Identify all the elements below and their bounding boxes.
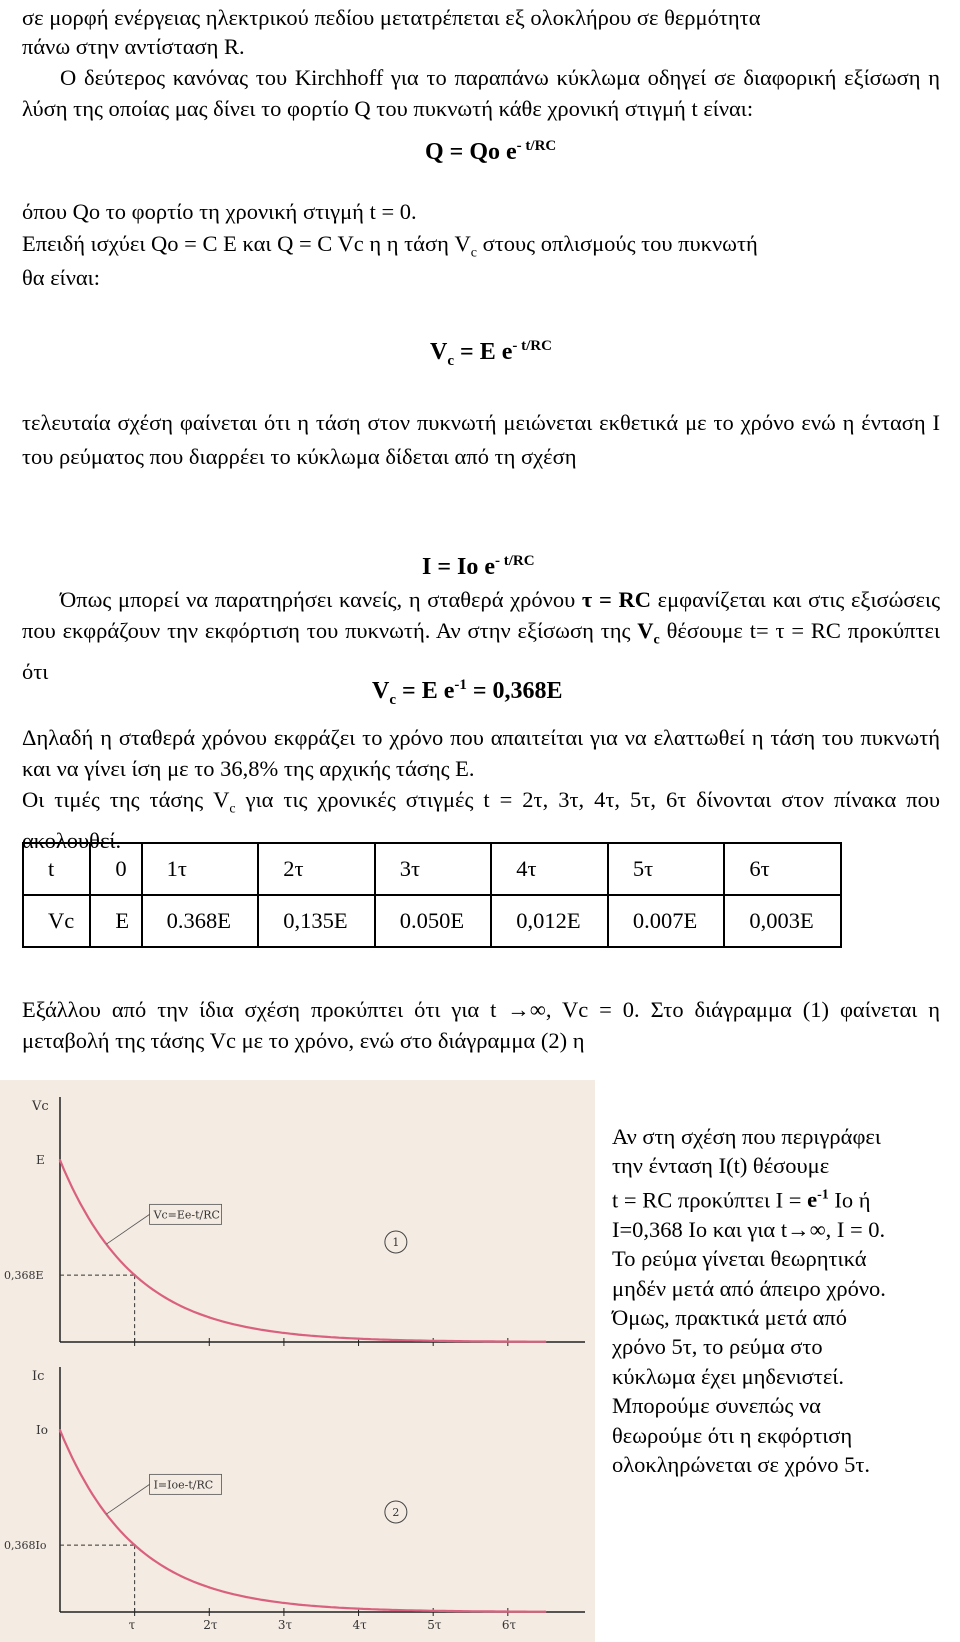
text-line: Όμως, πρακτικά μετά από <box>612 1304 848 1330</box>
text-line: Το ρεύμα γίνεται θεωρητικά <box>612 1246 867 1272</box>
text-line: μηδέν μετά από άπειρο χρόνο. <box>612 1275 886 1301</box>
table-cell: 0,135E <box>258 895 375 947</box>
text-span: στους οπλισμούς του πυκνωτή <box>476 231 758 256</box>
table-cell: E <box>90 895 141 947</box>
start-value-label: Io <box>36 1423 48 1438</box>
table-cell: 3τ <box>375 843 492 895</box>
data-point <box>208 1316 210 1318</box>
data-point <box>283 1602 285 1604</box>
equation-tail: = 0,368E <box>466 678 563 704</box>
equation-charge <box>425 138 556 166</box>
data-point <box>357 1608 359 1610</box>
text-span: V <box>637 618 654 643</box>
equation-exponent: - t/RC <box>516 138 557 154</box>
equation-voltage <box>430 338 552 370</box>
y-axis-label: Vc <box>32 1099 49 1114</box>
paragraph-decay: τελευταία σχέση φαίνεται ότι η τάση στον πυκνωτή μειώνεται εκθετικά με το χρόνο ενώ η ένταση I του ρεύματος που διαρρέει το κύκλωμα δίδεται από τη σχέση <box>22 410 940 469</box>
formula-label: I=Ioe-t/RC <box>153 1478 214 1492</box>
formula-pointer <box>106 1214 149 1244</box>
text-line: χρόνο 5τ, το ρεύμα στο <box>612 1334 823 1360</box>
text-line <box>612 1181 952 1215</box>
data-point <box>283 1332 285 1334</box>
paragraph-time-constant <box>22 584 940 687</box>
equation-base: V <box>430 339 448 365</box>
text-line: όπου Qo το φορτίο τη χρονική στιγμή t = 0. <box>22 199 417 224</box>
paragraph-diagrams: Εξάλλου από την ίδια σχέση προκύπτει ότι για t →∞, Vc = 0. Στο διάγραμμα (1) φαίνεται η μεταβολή της τάσης Vc με το χρόνο, ενώ στο διάγραμμα (2) η <box>22 997 940 1053</box>
data-point <box>133 1544 135 1546</box>
paragraph-kirchhoff: Ο δεύτερος κανόνας του Kirchhoff για το παραπάνω κύκλωμα οδηγεί σε διαφορική εξίσωση η λύση της οποίας μας δίνει το φορτίο Q του πυκνωτή κάθε χρονική στιγμή t είναι: <box>22 65 940 121</box>
data-point <box>208 1586 210 1588</box>
subscript: c <box>229 801 236 817</box>
text-line: σε μορφή ενέργειας ηλεκτρικού πεδίου μετατρέπεται εξ ολοκλήρου σε θερμότητα <box>22 5 761 30</box>
x-tick-label: τ <box>128 1618 136 1632</box>
table-cell: 0.007E <box>608 895 725 947</box>
values-table <box>22 842 842 948</box>
tau-bold: τ = RC <box>581 587 651 612</box>
table-cell: 4τ <box>491 843 608 895</box>
text-line: I=0,368 Io και για t→∞, I = 0. <box>612 1216 886 1242</box>
equation-rest: = E e <box>454 339 513 365</box>
equation-exponent: -1 <box>454 677 467 693</box>
x-tick-label: 4τ <box>352 1618 367 1632</box>
data-point <box>507 1610 509 1612</box>
text-span: Io ή <box>828 1187 871 1213</box>
x-tick-label: 3τ <box>277 1618 293 1632</box>
data-point <box>432 1340 434 1342</box>
x-tick-label: 2τ <box>203 1348 218 1362</box>
table-cell: 0.050E <box>375 895 492 947</box>
start-value-label: E <box>36 1153 45 1168</box>
table-cell: 0 <box>90 843 141 895</box>
x-tick-label: τ <box>128 1348 136 1362</box>
text-line: θα είναι: <box>22 265 100 290</box>
text-span: για τις χρονικές στιγμές t = 2τ, 3τ, 4τ, 5τ, 6τ δίνονται στον πίνακα που ακολουθεί. <box>22 787 940 853</box>
text-line: κύκλωμα έχει μηδενιστεί. <box>612 1363 844 1389</box>
table-cell: 0,003E <box>724 895 841 947</box>
text-line: πάνω στην αντίσταση R. <box>22 34 245 59</box>
equation-rest: = E e <box>396 678 455 704</box>
equation-exponent: - t/RC <box>495 553 535 569</box>
text-line: Μπορούμε συνεπώς να <box>612 1393 821 1419</box>
subscript: c <box>470 245 477 261</box>
subscript: c <box>447 352 455 369</box>
x-tick-label: 5τ <box>427 1618 442 1632</box>
table-row <box>23 843 841 895</box>
data-point <box>59 1159 61 1161</box>
data-point <box>507 1340 509 1342</box>
subscript: c <box>653 632 660 648</box>
text-span: Όπως μπορεί να παρατηρήσει κανείς, η σταθερά χρόνου <box>60 587 582 612</box>
text-line: θεωρούμε ότι η εκφόρτιση <box>612 1422 853 1448</box>
text-span: θέσουμε t= τ = RC προκύπτει ότι <box>22 618 940 684</box>
diagram-number: 2 <box>392 1506 400 1519</box>
superscript: -1 <box>817 1187 829 1203</box>
formula-label: Vc=Ee-t/RC <box>153 1208 220 1222</box>
table-cell: 2τ <box>258 843 375 895</box>
text-span: εμφανίζεται και στις εξισώσεις που εκφράζουν την εκφόρτιση του πυκνωτή. Αν στην εξίσωση της <box>22 587 940 643</box>
text-line: Αν στη σχέση που περιγράφει <box>612 1124 881 1149</box>
table-cell: 0.368E <box>142 895 259 947</box>
equation-base: I = Io e <box>422 554 496 580</box>
equation-exponent: - t/RC <box>512 338 552 354</box>
table-cell: 5τ <box>608 843 725 895</box>
text-line: ολοκληρώνεται σε χρόνο 5τ. <box>612 1451 871 1477</box>
text-span: e <box>807 1187 818 1213</box>
x-tick-label: 2τ <box>203 1618 218 1632</box>
table-cell: 6τ <box>724 843 841 895</box>
data-point <box>133 1274 135 1276</box>
text-span: Επειδή ισχύει Qo = C E και Q = C Vc η η τάση V <box>22 231 471 256</box>
level-label: 0,368Io <box>4 1539 47 1553</box>
table-cell: 0,012E <box>491 895 608 947</box>
decay-curve <box>60 1430 545 1612</box>
table-cell: Vc <box>23 895 90 947</box>
diagram-voltage <box>0 1080 595 1370</box>
x-tick-label: 3τ <box>277 1348 293 1362</box>
x-tick-label: 5τ <box>427 1348 442 1362</box>
level-label: 0,368E <box>4 1269 44 1283</box>
data-point <box>544 1341 546 1343</box>
data-point <box>432 1610 434 1612</box>
text-line: την ένταση I(t) θέσουμε <box>612 1153 830 1179</box>
equation-base: V <box>372 678 390 704</box>
equation-current <box>422 553 535 581</box>
data-point <box>59 1429 61 1431</box>
formula-pointer <box>106 1484 149 1514</box>
table-cell: t <box>23 843 90 895</box>
x-tick-label: 4τ <box>352 1348 367 1362</box>
y-axis-label: Ic <box>32 1369 45 1384</box>
x-tick-label: 6τ <box>501 1618 517 1632</box>
data-point <box>544 1611 546 1613</box>
data-point <box>357 1338 359 1340</box>
table-cell: 1τ <box>142 843 259 895</box>
text-span: Οι τιμές της τάσης V <box>22 787 230 812</box>
decay-curve <box>60 1160 545 1342</box>
paragraph-meaning: Δηλαδή η σταθερά χρόνου εκφράζει το χρόνο που απαιτείται για να ελαττωθεί η τάση του πυκνωτή και να γίνει ίση με το 36,8% της αρχικής τάσης E. <box>22 725 940 781</box>
diagram-current <box>0 1350 595 1642</box>
equation-vc-tau <box>372 677 563 709</box>
text-span: t = RC προκύπτει I = <box>612 1187 808 1213</box>
table-row <box>23 895 841 947</box>
equation-base: Q = Qo e <box>425 139 517 165</box>
subscript: c <box>389 691 397 708</box>
diagram-number: 1 <box>392 1236 400 1249</box>
x-tick-label: 6τ <box>501 1348 517 1362</box>
side-text <box>612 1122 952 1479</box>
